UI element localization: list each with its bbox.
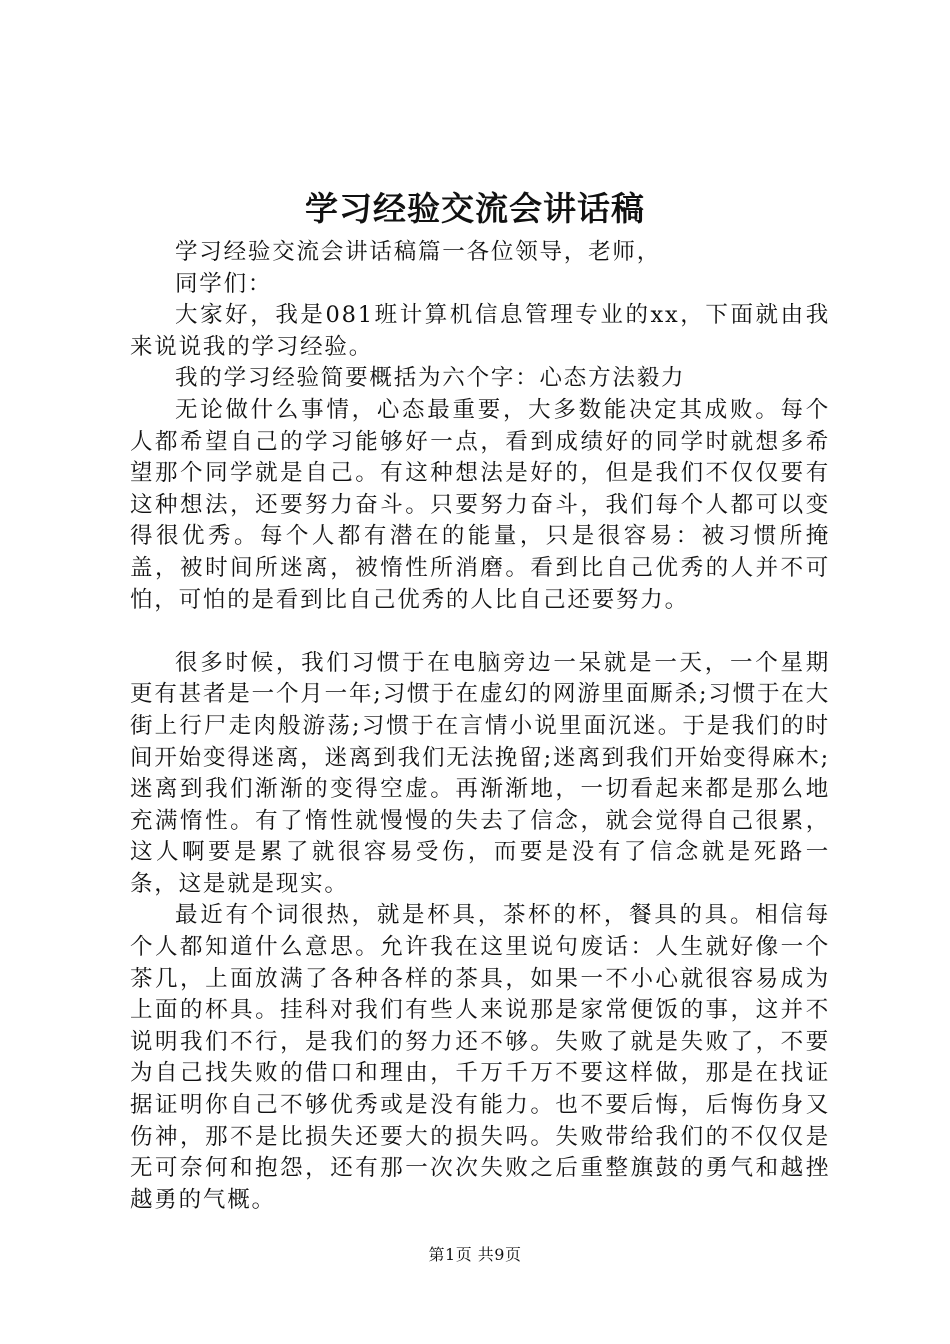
paragraph-summary: 我的学习经验简要概括为六个字：心态方法毅力 [175, 365, 686, 392]
document-title: 学习经验交流会讲话稿 [305, 189, 645, 228]
paragraph-failure: 最近有个词很热，就是杯具，茶杯的杯，餐具的具。相信每个人都知道什么意思。允许我在这里说句废话：人生就好像一个茶几，上面放满了各种各样的茶具，如果一不小心就很容易成为上面的杯具。挂科对我们有些人来说那是家常便饭的事，这并不说明我们不行，是我们的努力还不够。失败了就是失败了，不要为自己找失败的借口和理由，千万千万不要这样做，那是在找证据证明你自己不够优秀或是没有能力。也不要后悔，后悔伤身又伤神，那不是比损失还要大的损失吗。失败带给我们的不仅仅是无可奈何和抱怨，还有那一次次失败之后重整旗鼓的勇气和越挫越勇的气概。 [130, 902, 830, 1213]
paragraph-habits: 很多时候，我们习惯于在电脑旁边一呆就是一天，一个星期更有甚者是一个月一年;习惯于在虚幻的网游里面厮杀;习惯于在大街上行尸走肉般游荡;习惯于在言情小说里面沉迷。于是我们的时间开始变得迷离，迷离到我们无法挽留;迷离到我们开始变得麻木;迷离到我们渐渐的变得空虚。再渐渐地，一切看起来都是那么地充满惰性。有了惰性就慢慢的失去了信念，就会觉得自己很累，这人啊要是累了就很容易受伤，而要是没有了信念就是死路一条，这是就是现实。 [130, 649, 830, 897]
paragraph-classmates: 同学们： [175, 270, 273, 297]
page-number-footer: 第1页 共9页 [428, 1245, 522, 1264]
paragraph-greeting: 学习经验交流会讲话稿篇一各位领导，老师， [175, 239, 662, 265]
document-body [130, 237, 830, 1216]
paragraph-mindset: 无论做什么事情，心态最重要，大多数能决定其成败。每个人都希望自己的学习能够好一点，看到成绩好的同学时就想多希望那个同学就是自己。有这种想法是好的，但是我们不仅仅要有这种想法，还要努力奋斗。只要努力奋斗，我们每个人都可以变得很优秀。每个人都有潜在的能量，只是很容易：被习惯所掩盖，被时间所迷离，被惰性所消磨。看到比自己优秀的人并不可怕，可怕的是看到比自己优秀的人比自己还要努力。 [130, 396, 830, 613]
paragraph-intro: 大家好，我是081班计算机信息管理专业的xx，下面就由我来说说我的学习经验。 [130, 302, 830, 360]
